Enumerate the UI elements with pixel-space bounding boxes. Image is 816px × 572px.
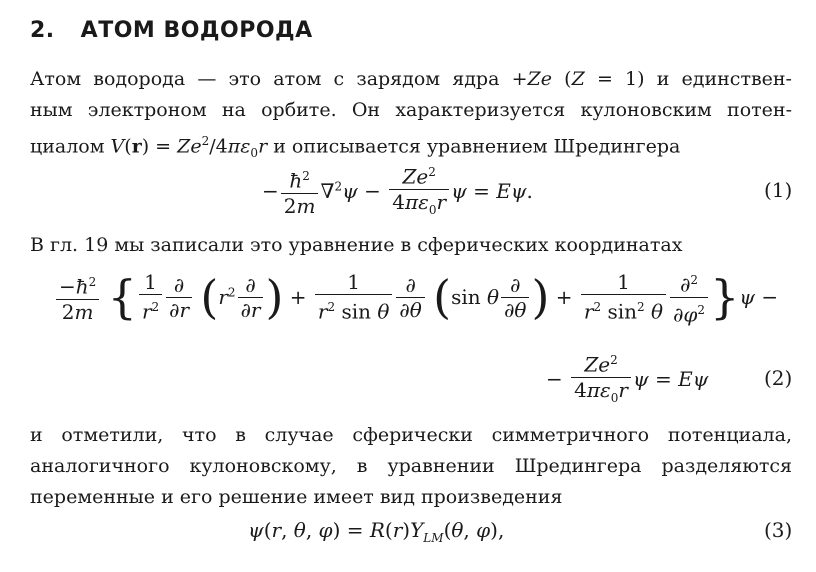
equation-2-row-1: $\frac{-ħ^2}{2m}$ { $\frac{1}{r^2}$ $\frac{\partial}{\partial r}$ ($r^2$ $\frac{\partial}{\partial r}$ ) + $\frac{1}{r^2 \sin \theta}$ $\frac{\partial}{\partial\theta}$ (sin θ $\frac{\partial}{\partial\theta}$ ) + $\frac{1}{r^2 \sin^2 \theta}$ $\frac{\partial^2}{\partial\varphi^2}$ }ψ −	[54, 268, 778, 326]
section-number: 2.	[30, 18, 55, 43]
section-heading	[30, 18, 313, 43]
equation-2-number: (2)	[764, 366, 793, 390]
paragraph-separation	[30, 420, 792, 513]
paragraph-line: аналогичного кулоновскому, в уравнении Шредингера разделяются	[30, 455, 792, 477]
paragraph-line: переменные и его решение имеет вид произведения	[30, 486, 563, 508]
paragraph-line: циалом $V(r) = Ze^2/4\pi\varepsilon_0r$ и описывается уравнением Шредингера	[30, 134, 681, 161]
equation-1: − $\frac{ħ^2}{2m}$ ∇$^2$ψ − $\frac{Ze^2}{4\pi\varepsilon_0r}$ ψ = Eψ.	[262, 160, 533, 222]
equation-2-row-2: − $\frac{Ze^2}{4\pi\varepsilon_0r}$ ψ = Eψ	[546, 348, 708, 410]
equation-3: ψ(r, θ, $\varphi) = R(r)Y_{LM}(\theta$, φ),	[248, 518, 505, 545]
equation-3-number: (3)	[764, 518, 793, 542]
paragraph-line: Атом водорода — это атом с зарядом ядра +Ze (Z = 1) и единствен-	[30, 68, 792, 90]
paragraph-line: и отметили, что в случае сферически симметричного потенциала,	[30, 424, 792, 446]
paragraph-line: ным электроном на орбите. Он характеризуется кулоновским потен-	[30, 99, 792, 121]
paragraph-spherical	[30, 230, 792, 261]
paragraph-intro	[30, 64, 792, 169]
equation-1-number: (1)	[764, 178, 793, 202]
section-title: АТОМ ВОДОРОДА	[80, 18, 313, 43]
paragraph-line: В гл. 19 мы записали это уравнение в сферических координатах	[30, 234, 683, 256]
